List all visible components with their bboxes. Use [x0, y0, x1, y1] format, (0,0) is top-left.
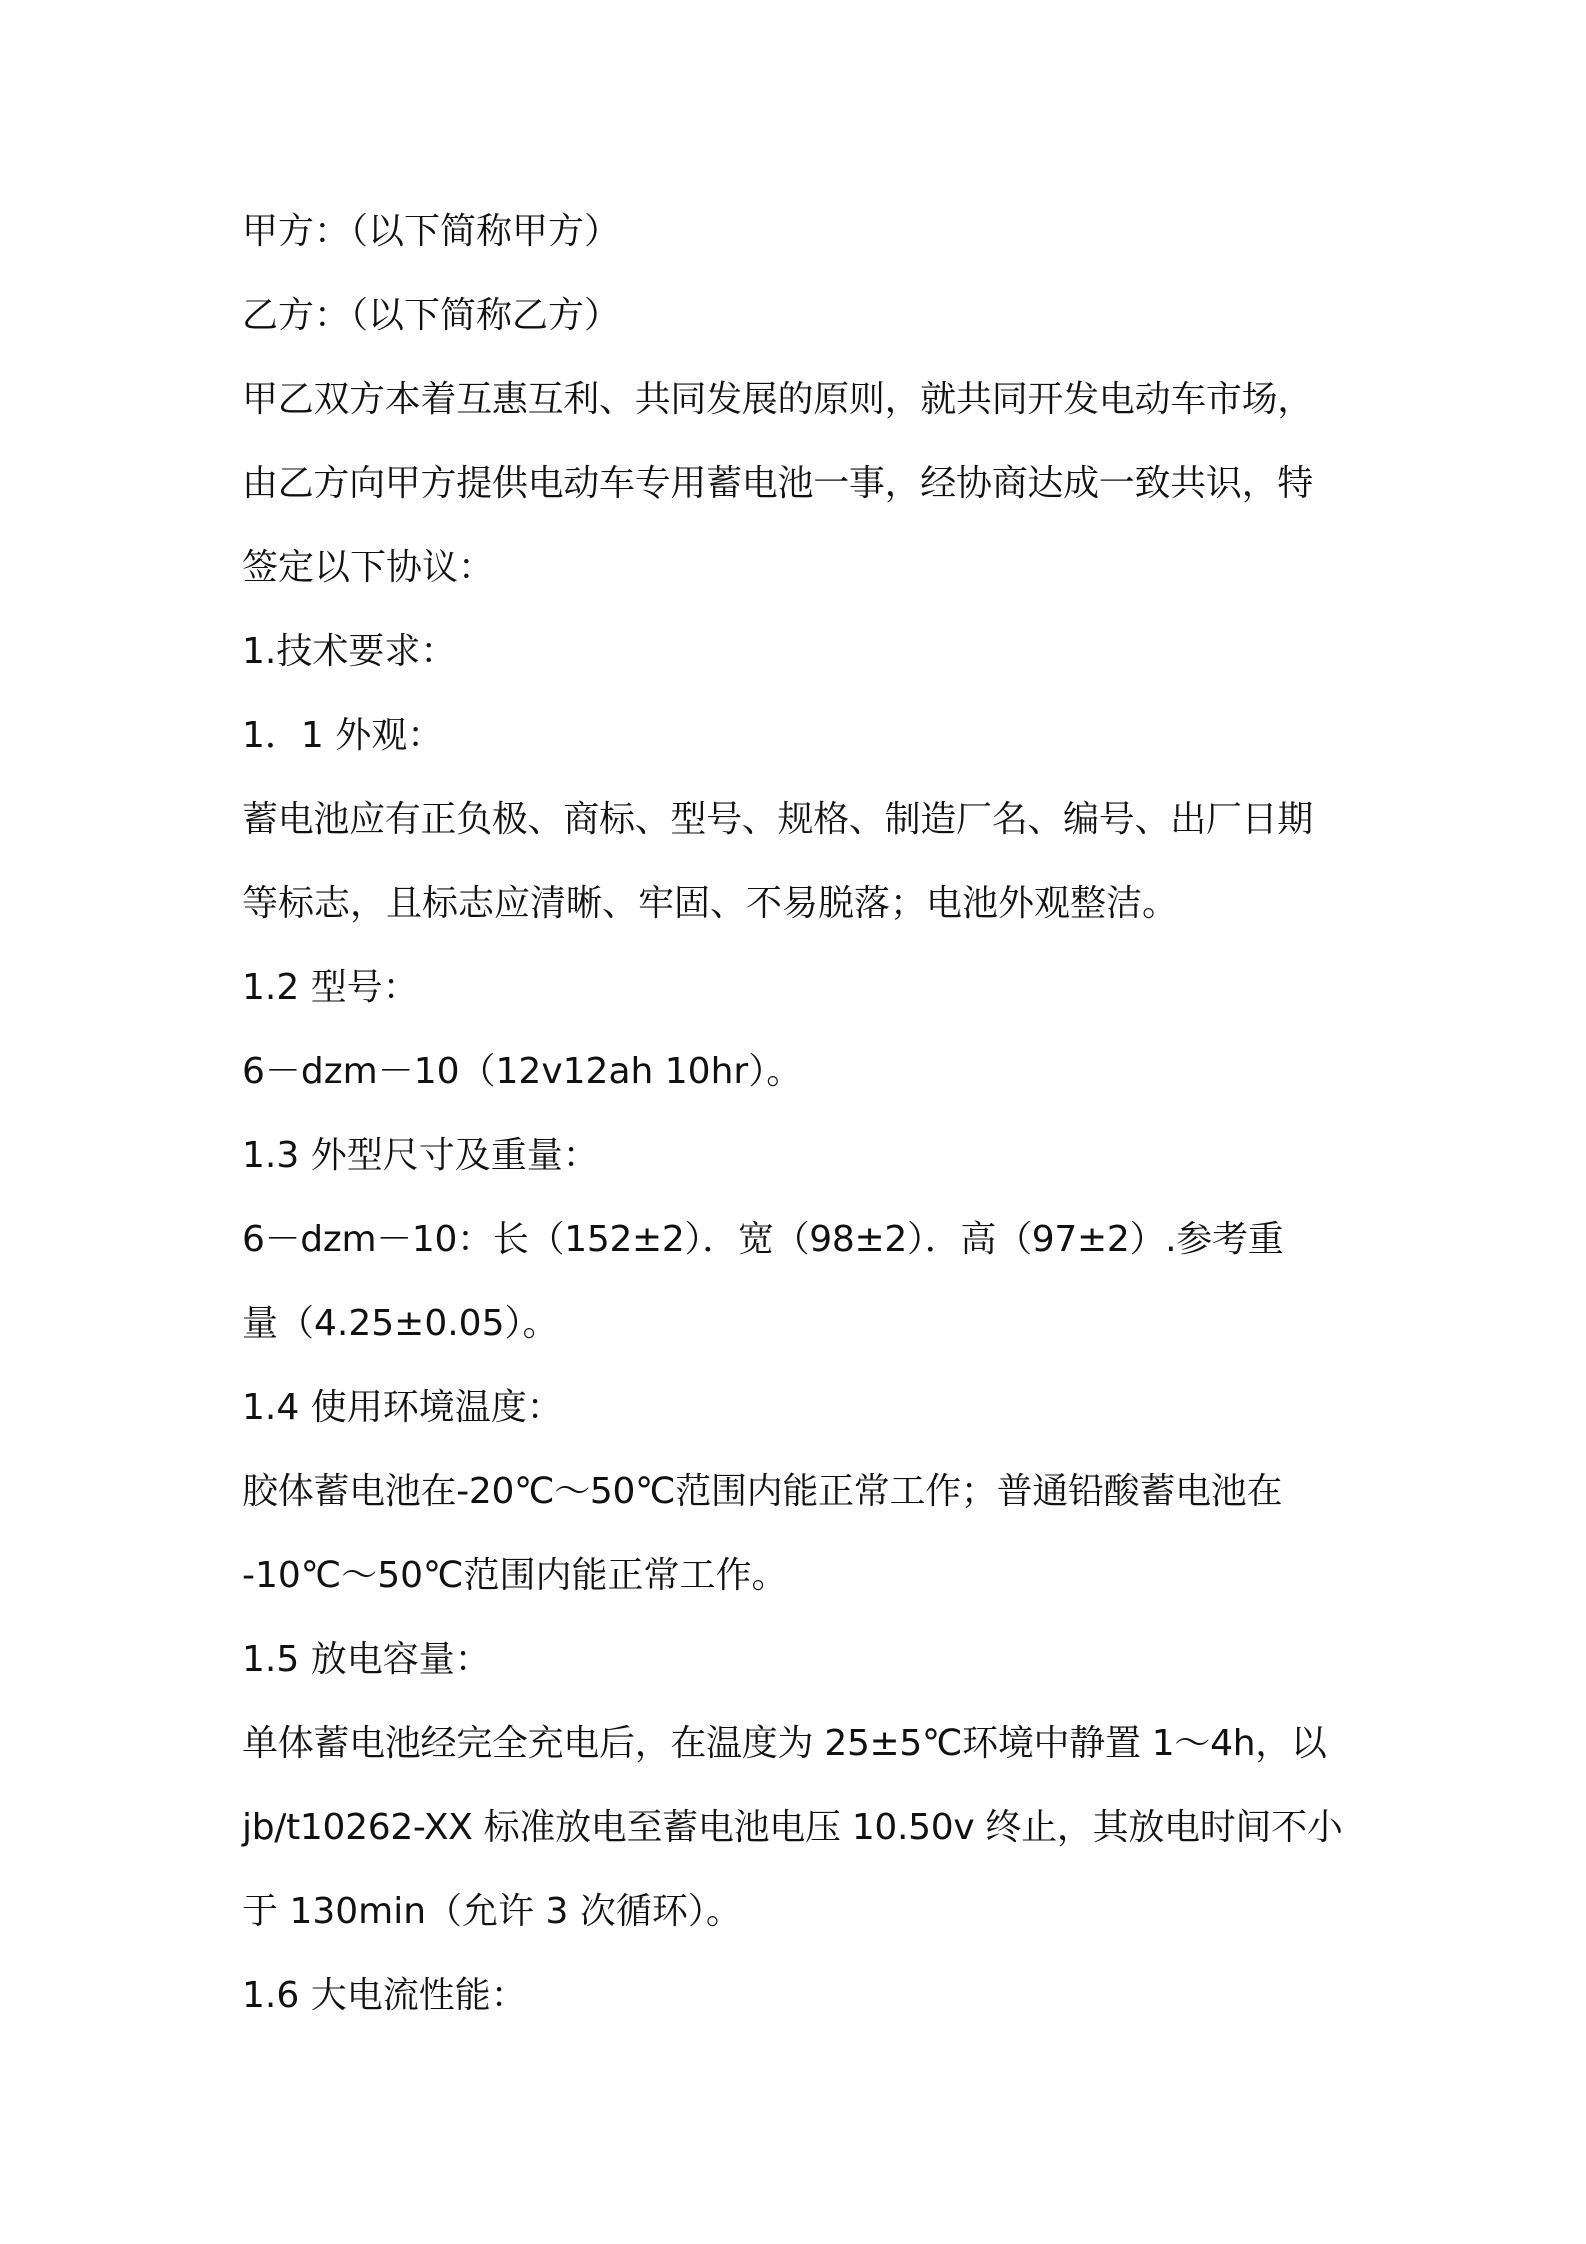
subsection-heading-dimensions: 1.3 外型尺寸及重量： — [242, 1135, 599, 1176]
dimensions-text-line-2: 量（4.25±0.05）。 — [242, 1303, 559, 1344]
subsection-heading-appearance: 1．1 外观： — [242, 715, 444, 756]
subsection-heading-capacity: 1.5 放电容量： — [242, 1639, 491, 1680]
temperature-text-line-2: -10℃～50℃范围内能正常工作。 — [242, 1555, 788, 1596]
temperature-text-line-1: 胶体蓄电池在-20℃～50℃范围内能正常工作；普通铅酸蓄电池在 — [242, 1471, 1283, 1512]
capacity-text-line-1: 单体蓄电池经完全充电后，在温度为 25±5℃环境中静置 1～4h，以 — [242, 1723, 1327, 1764]
subsection-heading-temperature: 1.4 使用环境温度： — [242, 1387, 563, 1428]
document-body — [242, 190, 1362, 2038]
appearance-text-line-2: 等标志，且标志应清晰、牢固、不易脱落；电池外观整洁。 — [242, 883, 1179, 924]
subsection-heading-model: 1.2 型号： — [242, 967, 419, 1008]
capacity-text-line-2: jb/t10262-XX 标准放电至蓄电池电压 10.50v 终止，其放电时间不小 — [242, 1807, 1343, 1848]
subsection-heading-high-current: 1.6 大电流性能： — [242, 1975, 527, 2016]
section-heading-technical: 1.技术要求： — [242, 631, 457, 672]
party-b-line: 乙方：（以下简称乙方） — [242, 295, 621, 336]
appearance-text-line-1: 蓄电池应有正负极、商标、型号、规格、制造厂名、编号、出厂日期 — [242, 799, 1314, 840]
model-text: 6－dzm－10（12v12ah 10hr）。 — [242, 1051, 803, 1092]
preamble-line-1: 甲乙双方本着互惠互利、共同发展的原则，就共同开发电动车市场， — [242, 379, 1314, 420]
preamble-line-2: 由乙方向甲方提供电动车专用蓄电池一事，经协商达成一致共识，特 — [242, 463, 1314, 504]
party-a-line: 甲方：（以下简称甲方） — [242, 211, 621, 252]
dimensions-text-line-1: 6－dzm－10：长（152±2）．宽（98±2）．高（97±2）.参考重 — [242, 1219, 1284, 1260]
preamble-line-3: 签定以下协议： — [242, 547, 495, 588]
capacity-text-line-3: 于 130min（允许 3 次循环）。 — [242, 1891, 742, 1932]
